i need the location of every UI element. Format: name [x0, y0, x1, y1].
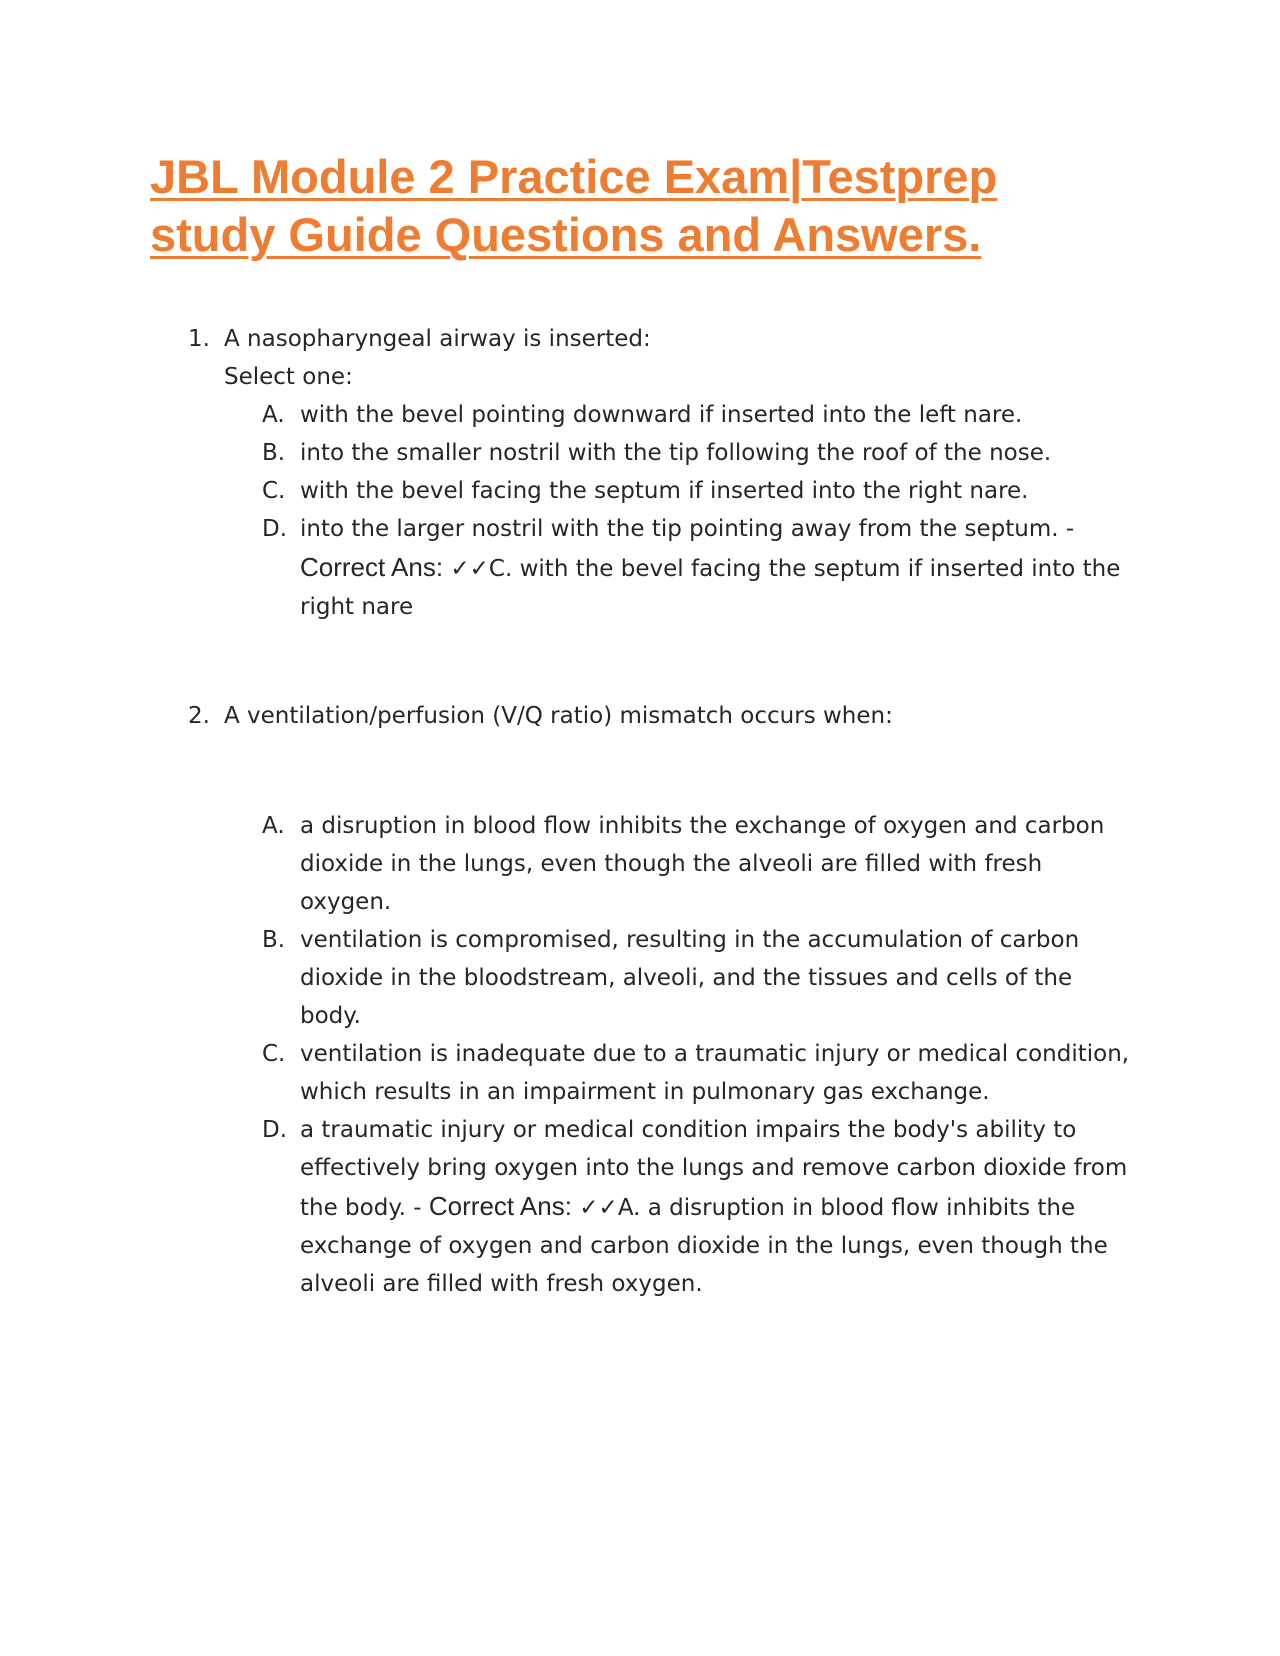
option-text: a disruption in blood flow inhibits the exchange of oxygen and carbon dioxide in the lungs, even though the alveoli are filled with fresh oxygen. [300, 813, 1105, 915]
double-check-icon: ✓✓ [579, 1195, 618, 1221]
option-letter: B. [262, 440, 286, 466]
option-c [0, 472, 1130, 510]
option-d [0, 1111, 1130, 1303]
question-number: 1. [188, 326, 210, 352]
title-line-2: study Guide Questions and Answers. [150, 208, 982, 261]
option-d [0, 510, 1130, 626]
option-b [0, 921, 1130, 1035]
question-2-options [0, 807, 1280, 1303]
option-letter: D. [262, 1117, 288, 1143]
option-a [0, 396, 1130, 434]
option-letter: A. [262, 402, 285, 428]
double-check-icon: ✓✓ [450, 556, 489, 582]
option-c [0, 1035, 1130, 1111]
document-title [150, 148, 1150, 264]
correct-answer-label: Correct Ans: [428, 1191, 572, 1221]
question-1-subtext-row [0, 358, 1280, 396]
correct-answer-text: C. with the bevel facing the septum if inserted into the right nare [300, 556, 1121, 620]
question-1 [0, 320, 1280, 626]
question-text: A ventilation/perfusion (V/Q ratio) mismatch occurs when: [224, 703, 893, 729]
question-number: 2. [188, 703, 210, 729]
correct-answer-text: A. a disruption in blood flow inhibits the exchange of oxygen and carbon dioxide in the lungs, even though the alveoli are filled with fresh oxygen. [300, 1195, 1108, 1297]
option-text: with the bevel pointing downward if inserted into the left nare. [300, 402, 1023, 428]
option-letter: A. [262, 813, 285, 839]
question-1-stem [0, 320, 1280, 358]
option-letter: B. [262, 927, 286, 953]
option-b [0, 434, 1130, 472]
option-letter: C. [262, 1041, 286, 1067]
title-line-1: JBL Module 2 Practice Exam|Testprep [150, 150, 998, 203]
question-2-stem [0, 697, 1280, 735]
option-letter: C. [262, 478, 286, 504]
option-text: into the larger nostril with the tip pointing away from the septum. - [300, 516, 1075, 542]
option-letter: D. [262, 516, 288, 542]
correct-answer-label: Correct Ans: [300, 552, 444, 582]
option-text: with the bevel facing the septum if inserted into the right nare. [300, 478, 1029, 504]
question-subtext: Select one: [224, 364, 353, 390]
option-text: ventilation is inadequate due to a traumatic injury or medical condition, which results in an impairment in pulmonary gas exchange. [300, 1041, 1130, 1105]
option-text: ventilation is compromised, resulting in the accumulation of carbon dioxide in the bloodstream, alveoli, and the tissues and cells of the body. [300, 927, 1080, 1029]
option-a [0, 807, 1130, 921]
question-2 [0, 697, 1280, 1303]
question-1-options [0, 396, 1280, 626]
option-text: a traumatic injury or medical condition impairs the body's ability to effectively bring oxygen into the lungs and remove carbon dioxide from the body. - [300, 1117, 1128, 1221]
question-text: A nasopharyngeal airway is inserted: [224, 326, 651, 352]
option-text: into the smaller nostril with the tip following the roof of the nose. [300, 440, 1052, 466]
